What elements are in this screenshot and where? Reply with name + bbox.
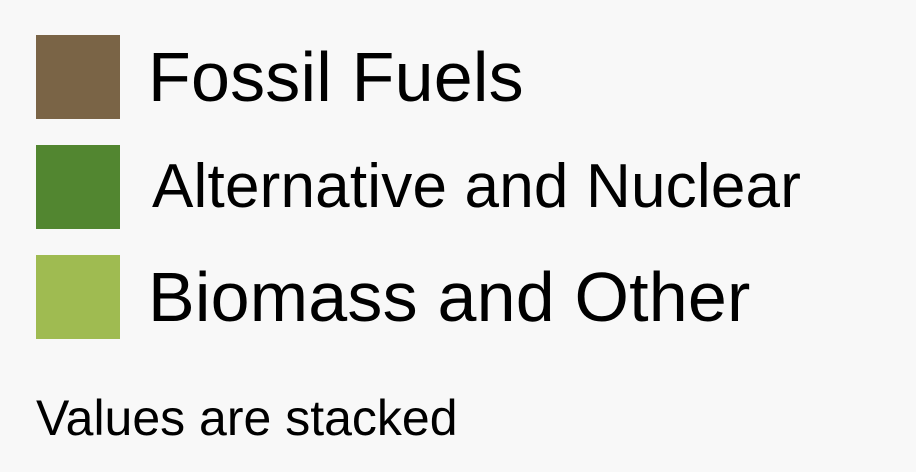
legend-label-biomass-and-other: Biomass and Other	[148, 257, 751, 336]
legend-item-fossil-fuels[interactable]	[36, 34, 896, 119]
legend-swatch-alternative-and-nuclear	[36, 145, 120, 229]
legend-swatch-biomass-and-other	[36, 255, 120, 339]
legend-item-alternative-and-nuclear[interactable]	[36, 144, 896, 229]
legend-label-fossil-fuels: Fossil Fuels	[148, 37, 524, 116]
legend-item-biomass-and-other[interactable]	[36, 254, 896, 339]
legend-label-alternative-and-nuclear: Alternative and Nuclear	[152, 151, 802, 221]
chart-legend	[36, 34, 896, 364]
stacked-values-note: Values are stacked	[36, 390, 458, 446]
legend-swatch-fossil-fuels	[36, 35, 120, 119]
